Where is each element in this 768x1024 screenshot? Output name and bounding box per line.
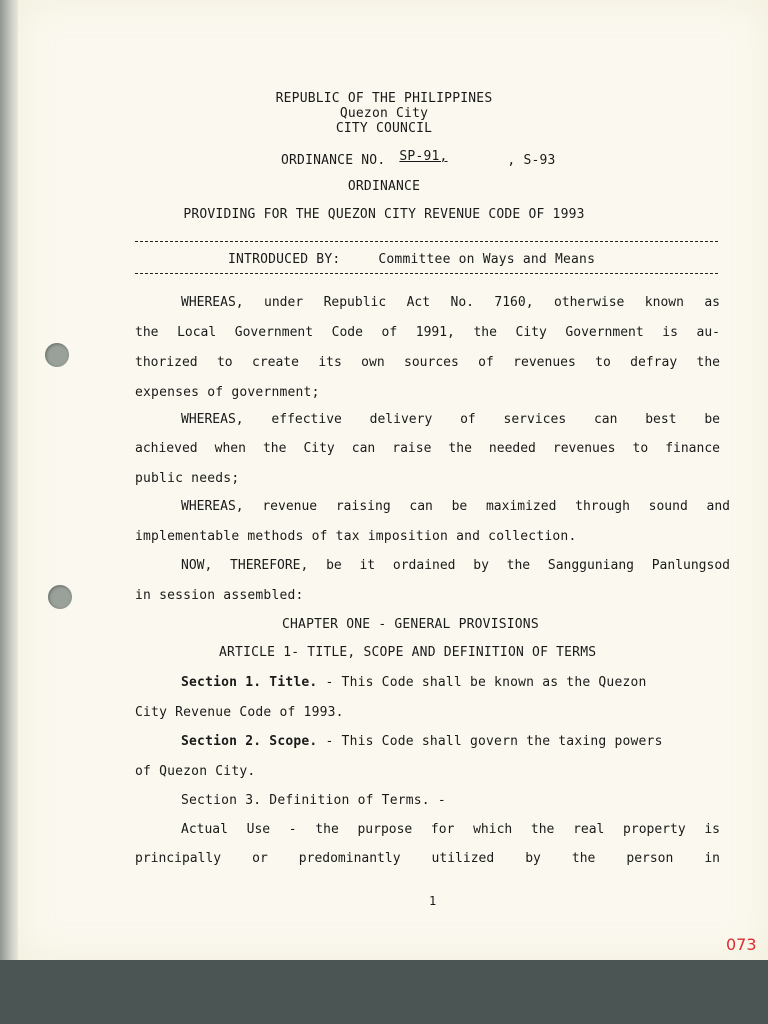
section3-heading: Section 3. Definition of Terms. - [181,793,446,808]
section2-text: - This Code shall govern the taxing powers [317,734,663,749]
article-heading: ARTICLE 1- TITLE, SCOPE AND DEFINITION OF TERMS [219,645,597,660]
section1-text: - This Code shall be known as the Quezon [317,675,647,690]
whereas2-line2: achieved when the City can raise the needed revenues to finance [135,441,720,456]
scanner-bottom-band [0,960,768,1024]
page-number: 1 [429,894,437,908]
now-therefore-line2: in session assembled: [135,588,304,603]
section2-heading: Section 2. Scope. [181,734,318,749]
document-page [18,0,768,960]
republic-heading: REPUBLIC OF THE PHILIPPINES [275,91,493,106]
whereas2-line3: public needs; [135,471,240,486]
now-therefore-line1: NOW, THEREFORE, be it ordained by the Sangguniang Panlungsod [181,558,730,573]
paper-left-edge [0,0,18,960]
chapter-heading: CHAPTER ONE - GENERAL PROVISIONS [282,617,539,632]
whereas2-line1: WHEREAS, effective delivery of services can best be [181,412,720,427]
council-heading: CITY COUNCIL [335,121,433,136]
section2-line [181,734,663,750]
punch-hole-bottom [48,585,72,609]
whereas1-line4: expenses of government; [135,385,320,400]
punch-hole-top [45,343,69,367]
section2-continuation: of Quezon City. [135,764,256,779]
actual-use-line1: Actual Use - the purpose for which the real property is [181,822,720,837]
whereas3-line2: implementable methods of tax imposition and collection. [135,529,577,544]
ordinance-number-label: ORDINANCE NO. [281,153,386,168]
ordinance-number-value: SP-91, [399,149,448,164]
actual-use-line2: principally or predominantly utilized by the person in [135,851,720,866]
whereas1-line1: WHEREAS, under Republic Act No. 7160, otherwise known as [181,295,720,310]
divider-bottom [135,273,718,274]
city-heading: Quezon City [339,106,429,121]
section1-continuation: City Revenue Code of 1993. [135,705,344,720]
introduced-by-line [228,252,595,268]
section1-line [181,675,647,691]
whereas3-line1: WHEREAS, revenue raising can be maximized through sound and [181,499,730,514]
section1-heading: Section 1. Title. [181,675,318,690]
ordinance-label: ORDINANCE [347,179,421,194]
whereas1-line2: the Local Government Code of 1991, the City Government is au- [135,325,720,340]
divider-top [135,241,718,242]
ordinance-title: PROVIDING FOR THE QUEZON CITY REVENUE CODE OF 1993 [183,207,585,222]
page-stamp-number: 073 [726,935,757,954]
introduced-by-value: Committee on Ways and Means [378,252,596,267]
introduced-by-label: INTRODUCED BY: [228,252,341,267]
ordinance-series: , S-93 [507,153,556,168]
ordinance-number-line [281,149,556,169]
whereas1-line3: thorized to create its own sources of revenues to defray the [135,355,720,370]
